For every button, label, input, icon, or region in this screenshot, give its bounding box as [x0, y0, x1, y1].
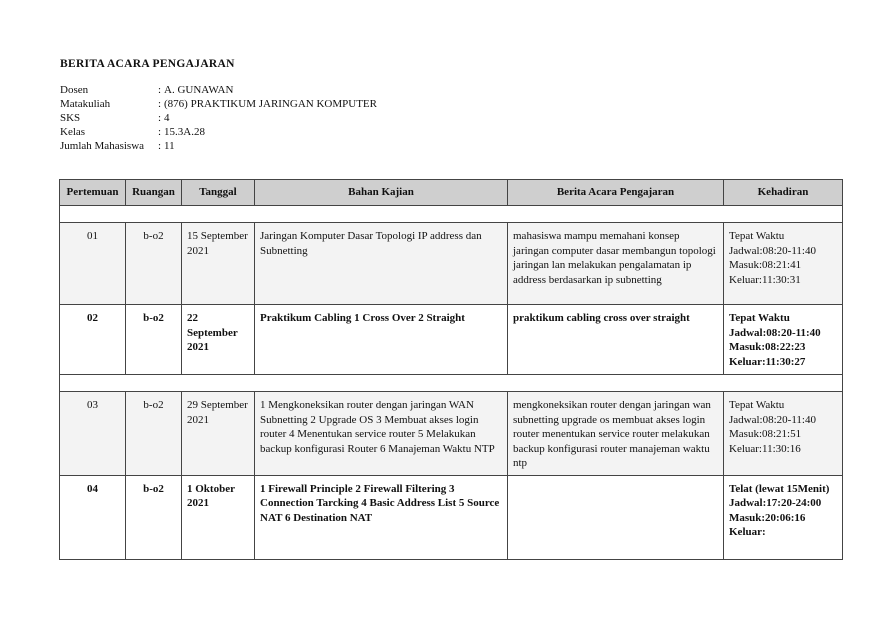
meta-sks — [60, 111, 377, 125]
cell-berita-acara — [508, 475, 724, 559]
cell-ruangan: b-o2 — [126, 392, 182, 476]
meta-separator: : — [158, 112, 162, 124]
cell-tanggal: 15 September 2021 — [182, 223, 255, 305]
cell-kehadiran — [724, 223, 843, 305]
spacer-row — [60, 206, 843, 223]
kehadiran-masuk: Masuk:08:21:51 — [729, 428, 802, 440]
cell-kehadiran — [724, 305, 843, 375]
meta-separator: : — [158, 140, 162, 152]
header-ruangan: Ruangan — [126, 180, 182, 206]
header-kehadiran: Kehadiran — [724, 180, 843, 206]
meta-info — [60, 83, 377, 153]
cell-pertemuan: 04 — [60, 475, 126, 559]
cell-berita-acara: praktikum cabling cross over straight — [508, 305, 724, 375]
kehadiran-masuk: Masuk:20:06:16 — [729, 511, 806, 524]
cell-ruangan: b-o2 — [126, 475, 182, 559]
table-row — [60, 223, 843, 305]
kehadiran-status: Telat (lewat 15Menit) — [729, 482, 830, 495]
cell-berita-acara: mengkoneksikan router dengan jaringan wan subnetting upgrade os membuat akses login router menentukan service router melakukan backup konfigurasi router manajeman waktu ntp — [508, 392, 724, 476]
header-berita-acara: Berita Acara Pengajaran — [508, 180, 724, 206]
cell-pertemuan: 01 — [60, 223, 126, 305]
meta-kelas — [60, 125, 377, 139]
kehadiran-status: Tepat Waktu — [729, 312, 790, 324]
spacer-row — [60, 375, 843, 392]
kehadiran-keluar: Keluar:11:30:16 — [729, 442, 801, 455]
kehadiran-status: Tepat Waktu — [729, 399, 785, 411]
cell-pertemuan: 02 — [60, 305, 126, 375]
kehadiran-keluar: Keluar: — [729, 526, 766, 538]
cell-tanggal: 1 Oktober 2021 — [182, 475, 255, 559]
cell-bahan-kajian: Praktikum Cabling 1 Cross Over 2 Straight — [255, 305, 508, 375]
meta-label: SKS — [60, 112, 81, 124]
meta-separator: : — [158, 84, 162, 96]
cell-bahan-kajian: 1 Firewall Principle 2 Firewall Filtering 3 Connection Tarcking 4 Basic Address List 5 Source NAT 6 Destination NAT — [255, 475, 508, 559]
cell-bahan-kajian: Jaringan Komputer Dasar Topologi IP address dan Subnetting — [255, 223, 508, 305]
cell-pertemuan: 03 — [60, 392, 126, 476]
attendance-table — [59, 179, 843, 560]
cell-berita-acara: mahasiswa mampu memahani konsep jaringan computer dasar membangun topologi jaringan lan melakukan pengalamatan ip address berdasarkan ip subnetting — [508, 223, 724, 305]
kehadiran-keluar: Keluar:11:30:31 — [729, 273, 801, 286]
meta-label: Jumlah Mahasiswa — [60, 140, 145, 152]
kehadiran-keluar: Keluar:11:30:27 — [729, 355, 806, 368]
kehadiran-jadwal: Jadwal:08:20-11:40 — [729, 326, 821, 339]
kehadiran-masuk: Masuk:08:22:23 — [729, 341, 806, 353]
cell-tanggal: 29 September 2021 — [182, 392, 255, 476]
meta-label: Matakuliah — [60, 98, 111, 110]
kehadiran-jadwal: Jadwal:08:20-11:40 — [729, 244, 816, 257]
meta-separator: : — [158, 98, 162, 110]
meta-label: Kelas — [60, 126, 86, 138]
meta-value: (876) PRAKTIKUM JARINGAN KOMPUTER — [164, 98, 377, 110]
cell-kehadiran — [724, 392, 843, 476]
meta-value: 11 — [164, 140, 175, 152]
header-pertemuan: Pertemuan — [60, 180, 126, 206]
kehadiran-jadwal: Jadwal:08:20-11:40 — [729, 413, 816, 426]
cell-tanggal: 22 September 2021 — [182, 305, 255, 375]
meta-matakuliah — [60, 97, 377, 111]
meta-value: 15.3A.28 — [164, 126, 205, 138]
kehadiran-masuk: Masuk:08:21:41 — [729, 259, 802, 271]
meta-label: Dosen — [60, 84, 89, 96]
document-title: BERITA ACARA PENGAJARAN — [60, 58, 235, 70]
meta-value: A. GUNAWAN — [164, 84, 234, 96]
meta-value: 4 — [164, 112, 170, 124]
header-bahan-kajian: Bahan Kajian — [255, 180, 508, 206]
cell-ruangan: b-o2 — [126, 223, 182, 305]
table-row — [60, 475, 843, 559]
cell-bahan-kajian: 1 Mengkoneksikan router dengan jaringan WAN Subnetting 2 Upgrade OS 3 Membuat akses login router 4 Menentukan service router 5 Melakukan backup konfigurasi Router 6 Manajeman Waktu NTP — [255, 392, 508, 476]
kehadiran-jadwal: Jadwal:17:20-24:00 — [729, 497, 822, 509]
meta-dosen — [60, 83, 377, 97]
meta-separator: : — [158, 126, 162, 138]
cell-ruangan: b-o2 — [126, 305, 182, 375]
table-row — [60, 305, 843, 375]
table-row — [60, 392, 843, 476]
meta-jumlah-mahasiswa — [60, 139, 377, 153]
kehadiran-status: Tepat Waktu — [729, 230, 785, 242]
header-tanggal: Tanggal — [182, 180, 255, 206]
table-header-row — [60, 180, 843, 206]
cell-kehadiran — [724, 475, 843, 559]
